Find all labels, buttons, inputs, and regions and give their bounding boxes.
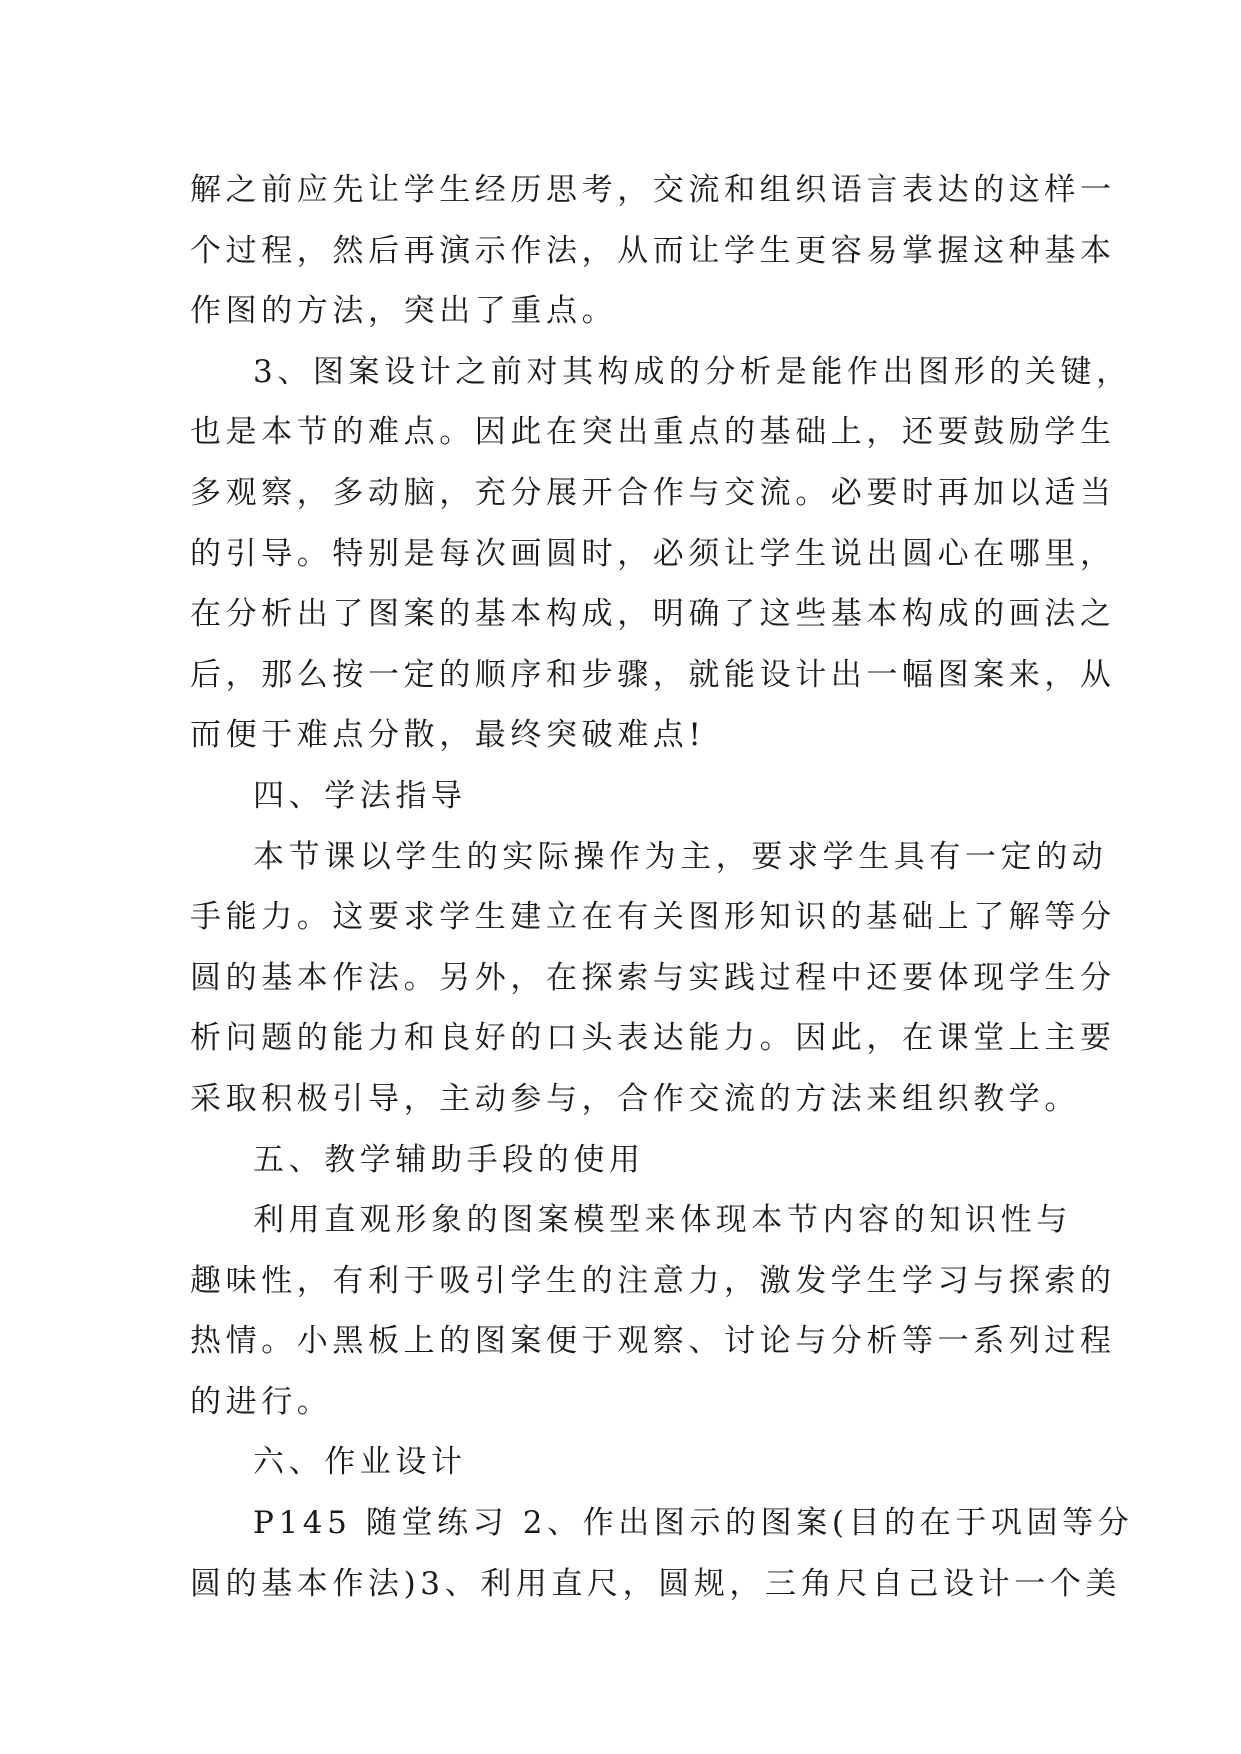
text-line: 而便于难点分散，最终突破难点! — [190, 717, 706, 754]
text-line: 热情。小黑板上的图案便于观察、讨论与分析等一系列过程 — [190, 1323, 1116, 1360]
text-line: 析问题的能力和良好的口头表达能力。因此，在课堂上主要 — [190, 1020, 1116, 1057]
text-line: 圆的基本作法。另外，在探索与实践过程中还要体现学生分 — [190, 959, 1116, 996]
text-line: P145 随堂练习 2、作出图示的图案(目的在于巩固等分 — [253, 1505, 1134, 1542]
text-line: 个过程，然后再演示作法，从而让学生更容易掌握这种基本 — [190, 232, 1116, 269]
text-line: 也是本节的难点。因此在突出重点的基础上，还要鼓励学生 — [190, 414, 1116, 451]
text-line: 四、学法指导 — [253, 777, 467, 814]
text-line: 趣味性，有利于吸引学生的注意力，激发学生学习与探索的 — [190, 1262, 1116, 1299]
text-line: 在分析出了图案的基本构成，明确了这些基本构成的画法之 — [190, 596, 1116, 633]
text-line: 手能力。这要求学生建立在有关图形知识的基础上了解等分 — [190, 899, 1116, 936]
text-line: 多观察，多动脑，充分展开合作与交流。必要时再加以适当 — [190, 474, 1116, 511]
document-body — [190, 160, 1134, 1614]
text-line: 的引导。特别是每次画圆时，必须让学生说出圆心在哪里， — [190, 535, 1116, 572]
text-line: 六、作业设计 — [253, 1444, 467, 1481]
text-line: 后，那么按一定的顺序和步骤，就能设计出一幅图案来，从 — [190, 656, 1116, 693]
text-line: 作图的方法，突出了重点。 — [190, 293, 618, 330]
text-line: 五、教学辅助手段的使用 — [253, 1141, 645, 1178]
text-line: 采取积极引导，主动参与，合作交流的方法来组织教学。 — [190, 1080, 1080, 1117]
text-line: 的进行。 — [190, 1383, 333, 1420]
text-line: 圆的基本作法)3、利用直尺，圆规，三角尺自己设计一个美 — [190, 1565, 1122, 1602]
text-line: 3、图案设计之前对其构成的分析是能作出图形的关键， — [253, 353, 1132, 390]
text-line: 利用直观形象的图案模型来体现本节内容的知识性与 — [253, 1202, 1072, 1239]
text-line: 本节课以学生的实际操作为主，要求学生具有一定的动 — [253, 838, 1108, 875]
text-line: 解之前应先让学生经历思考，交流和组织语言表达的这样一 — [190, 172, 1116, 208]
